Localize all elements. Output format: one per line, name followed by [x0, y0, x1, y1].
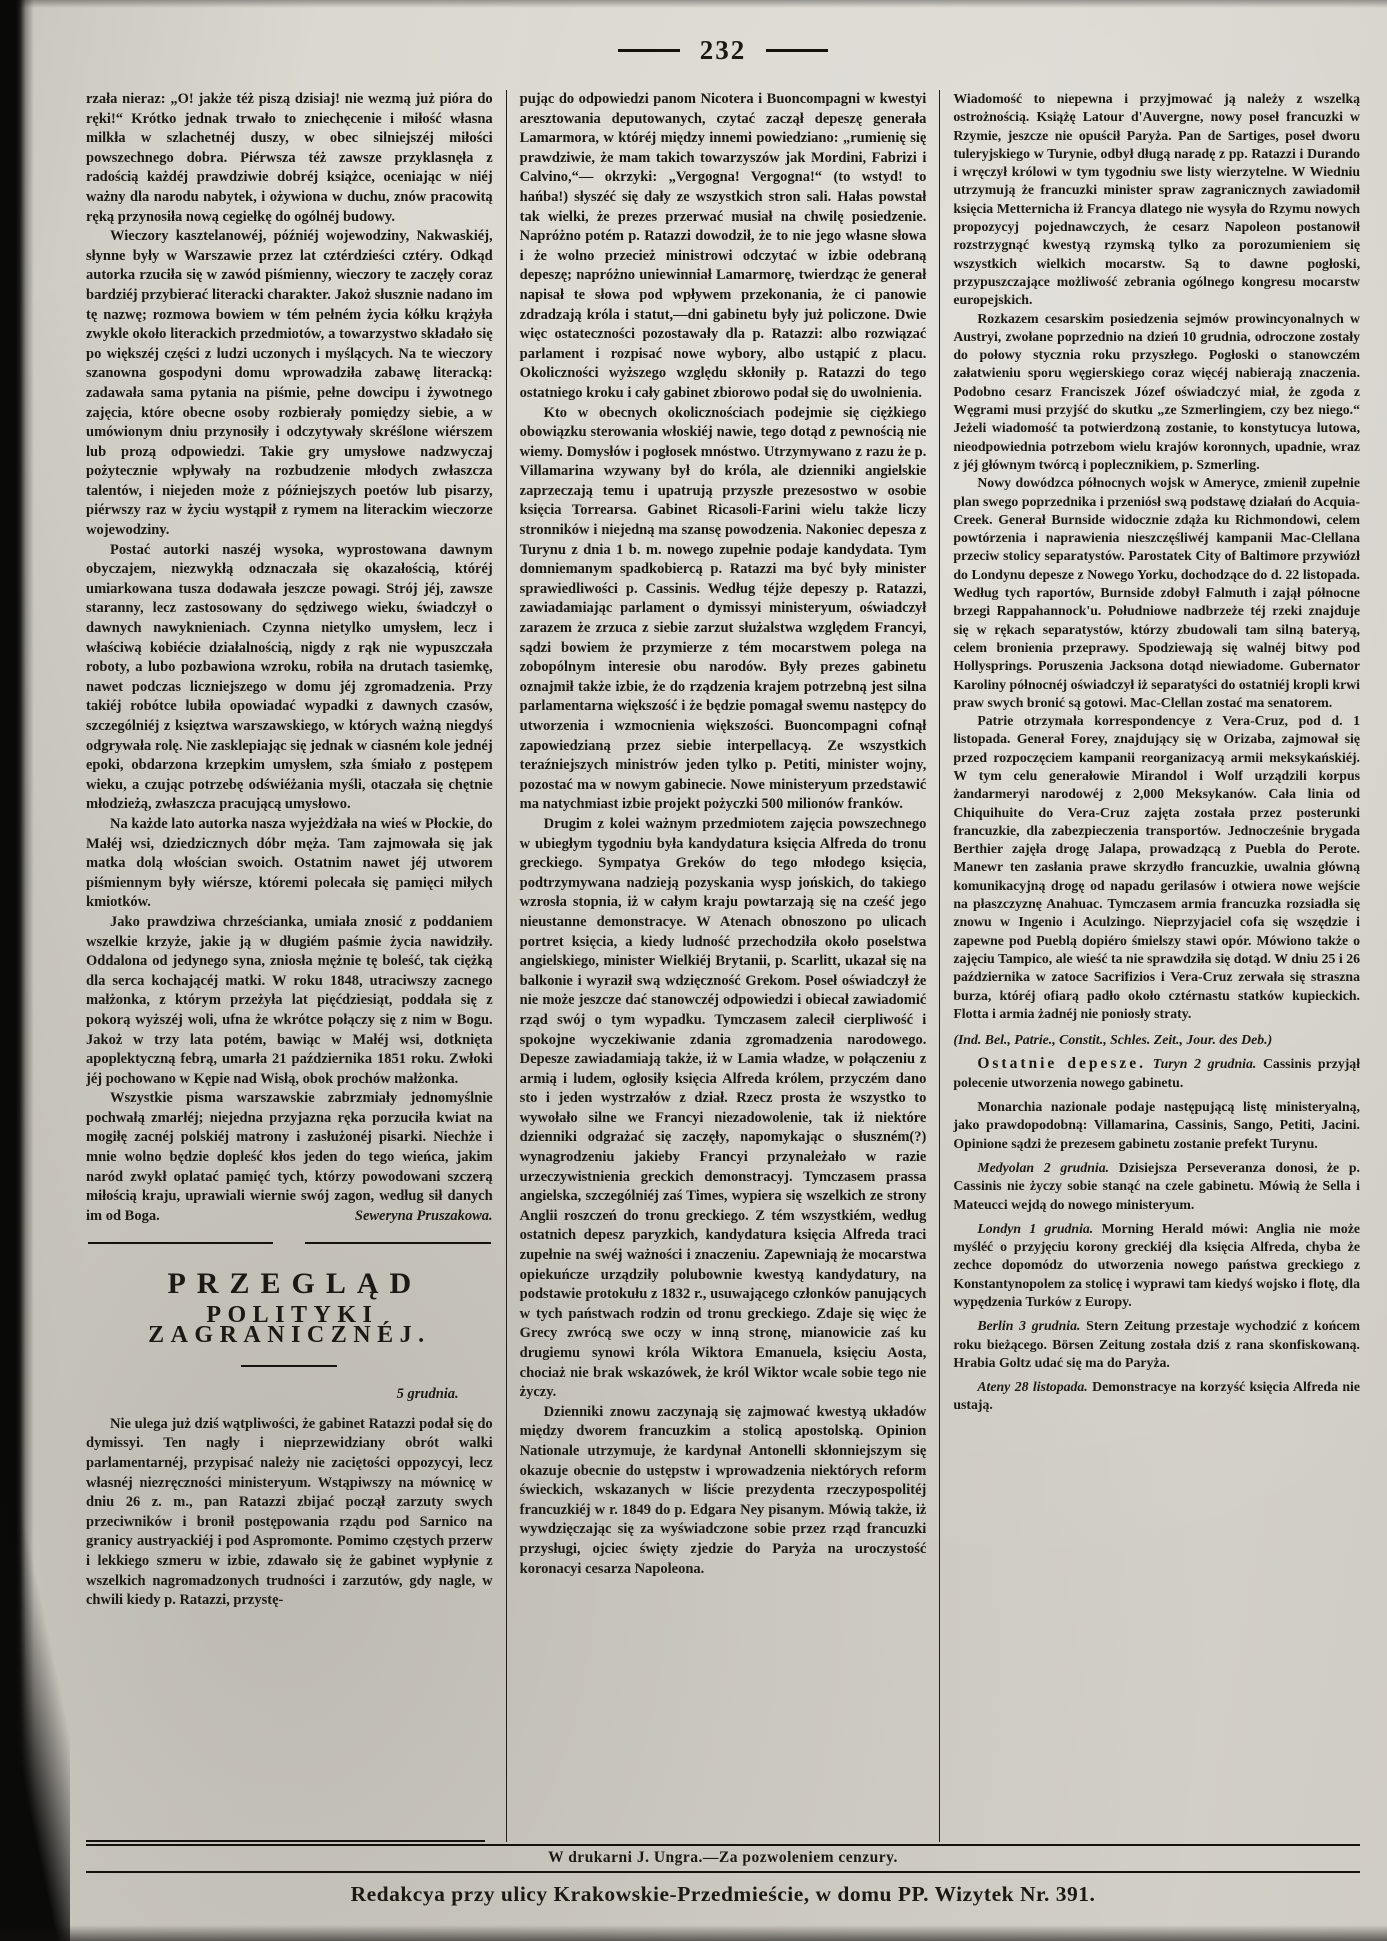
- dispatch-text: Demonstracye na korzyść księcia Alfreda nie ustają.: [953, 1379, 1360, 1413]
- dispatch-lead: [953, 1055, 1360, 1092]
- section-dateline: 5 grudnia.: [396, 1386, 459, 1403]
- paragraph: Kto w obecnych okolicznościach podejmie się ciężkiego obowiązku sterowania włoskiéj nawie, tego dotąd z pewnością nie wiemy. Domysłów i pogłosek mnóstwo. Utrzymywano z razu że p. Villamarina wzywany był do króla, ale dzienniki angielskie zaprzeczają temu i upatrują przyszłe prezesostwo w osobie księcia Torrearsa. Gabinet Ricasoli-Farini wielu także liczy stronników i niejedną ma szansę powodzenia. Nakoniec depesza z Turynu z dnia 1 b. m. nowego zupełnie podaje kandydata. Tym domniemanym spadkobiercą p. Ratazzi ma być były minister sprawiedliwości p. Cassinis. Według téjże depeszy p. Ratazzi, zawiadamiając parlament o dymissyi ministeryum, oświadczył zarazem że zrzuca z siebie zarzut służalstwa względem Francyi, sądzi bowiem że przymierze z tém mocarstwem polega na zobopólnym interesie obu narodów. Były prezes gabinetu oznajmił także izbie, że do rządzenia krajem potrzebną jest silna parlamentarna większość i że będzie pomagał swemu następcy do utworzenia i wzmocnienia większości. Buoncompagni cofnął zapowiedzianą przez siebie interpellacyą. Ze wszystkich teraźniejszych ministrów jeden tylko p. Petiti, minister wojny, pozostać ma w nowym gabinecie. Nowe ministeryum przedstawić ma natychmiast izbie projekt pożyczki 500 milionów franków.: [519, 404, 927, 813]
- scan-edge-bottom-left: [0, 1481, 70, 1941]
- paragraph: Na każde lato autorka nasza wyjeżdżała na wieś w Płockie, do Małéj wsi, dziedzicznych dóbr męża. Tam zajmowała się jak matka dolą włościan swoich. Ostatnim nawet jéj utworem piśmiennym były wiérsze, któremi polecała się pamięci miłych kmiotków.: [86, 815, 493, 911]
- paragraph: rzała nieraz: „O! jakże téż piszą dzisiaj! nie wezmą już pióra do ręki!“ Krótko jednak trwało to zniechęcenie i miłość własna milkła w szlachetnéj duszy, w obec silniejszéj miłości powszechnego dobra. Piérwsza téż zawsze przyklasnęła z radością każdéj prawdziwie dobréj książce, oceniając w niéj ważny dla narodu nabytek, i ożywiona w duchu, znów pracowitą ręką przynosiła nową cegiełkę do ogólnéj budowy.: [86, 91, 493, 225]
- paragraph: Wiadomość to niepewna i przyjmować ją należy z wszelką ostrożnością. Książę Latour d'Auvergne, nowy poseł francuzki w Rzymie, jeszcze nie opuścił Paryża. Pan de Sartiges, poseł dworu tuleryjskiego w Turynie, odbył długą naradę z pp. Ratazzi i Durando i wręczył królowi w tym tygodniu swe listy wierzytelne. W Wiedniu utrzymują że francuzki minister spraw zagranicznych zawiadomił księcia Metternicha iż Francya dlatego nie wysyła do Rzymu nowych propozycyj pojednawczych, że cesarz Napoleon postanowił rozstrzygnąć kwestyą rzymską tylko za porozumieniem się wszystkich wielkich mocarstw. Są to dawne pogłoski, przypuszczające możliwość zebrania ogólnego kongresu mocarstw europejskich.: [953, 91, 1360, 308]
- dispatch-item: [953, 1159, 1360, 1214]
- paragraph: Jako prawdziwa chrześcianka, umiała znosić z poddaniem wszelkie krzyże, jakie ją w długiém paśmie życia nawidziły. Oddalona od jedynego syna, zniosła mężnie tę boleść, tak ciężką dla serca kochającéj matki. W roku 1848, utraciwszy zacnego małżonka, z którym przeżyła lat pięćdziesiąt, poddała się z pokorą wyższéj woli, ufna że wkrótce połączy się z nim w Bogu. Jakoż w trzy lata potém, bawiąc w Małéj wsi, dotknięta apoplektyczną febrą, umarła 21 października 1851 roku. Zwłoki jéj pochowano w Kępie nad Wisłą, obok prochów małżonka.: [86, 913, 493, 1087]
- dispatch-dateline: Medyolan 2 grudnia.: [977, 1159, 1110, 1175]
- columns: [86, 90, 1360, 1842]
- dispatch-text: Stern Zeitung przestaje wychodzić z końcem roku bieżącego. Börsen Zeitung została dziś z rana skonfiskowaną. Hrabia Goltz udać się ma do Paryża.: [953, 1318, 1360, 1370]
- divider-rule-left: [88, 1242, 273, 1244]
- dispatches-heading: Ostatnie depesze.: [977, 1055, 1147, 1073]
- paragraph: Nie ulega już dziś wątpliwości, że gabinet Ratazzi podał się do dymissyi. Ten nagły i nieprzewidziany obrót walki parlamentarnéj, przypisać należy nie zaciętości oppozycyi, lecz własnéj niezręczności ministeryum. Wstąpiwszy na mównicę w dniu 26 z. m., pan Ratazzi zbijać począł zarzuty swych przeciwników i bronił postępowania rządu pod Sarnico na granicy austryackiéj i pod Aspromonte. Pomimo częstych przerw i lekkiego szmeru w izbie, zdawało się że gabinet wypłynie z wszelkich nagromadzonych trudności i zarzutów, gdy nagle, w chwili kiedy p. Ratazzi, przystę-: [86, 1415, 493, 1609]
- dispatch-item: [953, 1317, 1360, 1372]
- column-2: [507, 90, 941, 1842]
- page-content: [86, 28, 1360, 1907]
- dispatch-item: [953, 1378, 1360, 1415]
- paragraph: Nowy dowódzca północnych wojsk w Ameryce, zmienił zupełnie plan swego poprzednika i przeniósł swą podstawę działań do Acquia-Creek. Generał Burnside widocznie zdąża ku Richmondowi, celem powtórzenia i naprawienia nieszczęśliwéj kampanii Mac-Clellana przeciw stolicy separatystów. Parostatek City of Baltimore przywiózł do Londynu depesze z Nowego Yorku, dochodzące do d. 22 listopada. Według tych raportów, Burnside zdobył Falmuth i zajął północne brzegi Rappahannock'u. Południowe nadbrzeże téj rzeki znajduje się w rękach separatystów, którzy zbudowali tam silną bateryą, celem bronienia przeprawy. Spodziewają się walnéj bitwy pod Hollysprings. Poruszenia Jacksona dotąd niewiadome. Gubernator Karoliny północnéj oświadczył iż separatyści do ostatniéj kropli krwi praw swych bronić są gotowi. Mac-Clellan zostać ma senatorem.: [953, 475, 1360, 710]
- paragraph-text: Wszystkie pisma warszawskie zabrzmiały jednomyślnie pochwałą zmarłéj; niejedna przyjazna ręka porzuciła kwiat na mogiłę zacnéj polskiéj matrony i zasłużonéj pisarki. Niechże i mnie wolno będzie dopleść kłos jeden do tego wieńca, jakim naród zwykł oplatać pamięć tych, którzy powodowani szczerą miłością kraju, uprawiali wiernie swój zagon, według sił danych im od Boga.: [86, 1090, 493, 1224]
- column-end-rule: [86, 1840, 485, 1842]
- dispatch-text: Cassinis przyjął polecenie utworzenia nowego gabinetu.: [953, 1056, 1360, 1090]
- paragraph: Rozkazem cesarskim posiedzenia sejmów prowincyonalnych w Austryi, zwołane poprzednio na dzień 10 grudnia, odroczone zostały do połowy stycznia roku przyszłego. Pogłoski o stanowczém załatwieniu sporu węgierskiego coraz więcéj nabierają znaczenia. Podobno cesarz Franciszek Józef oświadczyć miał, że zgoda z Węgrami musi przyjść do skutku „ze Szmerlingiem, czy bez niego.“ Jeżeli wiadomość ta potwierdzoną zostanie, to konstytucya lutowa, nieodpowiednia potrzebom wielu krajów koronnych, upadnie, wraz z jéj głównym twórcą i poplecznikiem, p. Szmerling.: [953, 310, 1360, 472]
- page-footer: [86, 1844, 1360, 1907]
- dispatch-item: [953, 1098, 1360, 1153]
- page-number-rule-left: [618, 49, 680, 52]
- section-title-line1: PRZEGLĄD: [167, 1267, 423, 1301]
- paragraph-with-signature: [86, 1089, 493, 1226]
- column-1: [86, 90, 507, 1842]
- dispatch-text: Morning Herald mówi: Anglia nie może myśléć o przyjęciu korony greckiéj dla księcia Alfreda, chyba że zechce dopomódz do utworzenia nowego państwa greckiego z Konstantynopolem za stolicę i wyprawi tam kiedyś wojsko i flotę, dla wypędzenia Turków z Europy.: [953, 1220, 1360, 1309]
- scan-edge-bottom: [0, 1925, 1387, 1941]
- dispatch-text: Dzisiejsza Perseveranza donosi, że p. Cassinis nie życzy sobie stanąć na czele gabinetu. Mówią że Sella i Mateucci wejdą do nowego ministeryum.: [953, 1159, 1360, 1212]
- paragraph: Drugim z kolei ważnym przedmiotem zajęcia powszechnego w ubiegłym tygodniu była kandydatura księcia Alfreda do tronu greckiego. Sympatya Greków do tego młodego księcia, podtrzymywana nadzieją pozyskania wysp jońskich, do takiego wzrosła stopnia, iż w całym kraju powtarzają się na cześć jego nieustanne demonstracye. W Atenach obnoszono po ulicach portret księcia, a kiedy ludność przechodziła około poselstwa angielskiego, minister Wielkiéj Brytanii, p. Scarlitt, ukazał się na balkonie i wyraził swą wdzięczność Grekom. Poseł oświadczył że nie może jeszcze dać stanowczéj odpowiedzi i obiecał zawiadomić rząd swój o tym wypadku. Tymczasem zalecił cierpliwość i spokojne wyczekiwanie zdania zgromadzenia narodowego. Depesze zawiadamiają także, iż w Lamia władze, w połączeniu z armią i ludem, ogłosiły księcia Alfreda królem, przyczém dano sto i jeden wystrzałów z dział. Rzecz prosta że wszystko to wywołało silne we Francyi niezadowolenie, tak iż niektóre dzienniki odgrażać się zaczęły, napomykając o słuszném(?) wynagrodzeniu jakieby Francyi przynależało w razie urzeczywistnienia greckich demonstracyj. Tymczasem prassa angielska, szczególniéj zaś Times, wypiera się wszelkich ze strony Anglii roszczeń do tronu greckiego. Z tém wszystkiém, według ostatnich depesz paryzkich, kandydatura księcia Alfreda traci zupełnie na swéj ważności i znaczeniu. Zapewniają że mocarstwa opiekuńcze urządziły polubownie kwestyą kandydatury, na podstawie protokułu z 1832 r., usuwającego członków panujących w tych państwach rodzin od tronu greckiego. Zdaje się więc że Grecy zwrócą swe oczy w inną stronę, mianowicie zaś ku drugiemu synowi króla Wiktora Emanuela, księciu Aosta, chociaż nie brak wskazówek, że król Wiktor wcale sobie tego nie życzy.: [519, 815, 927, 1401]
- divider-rule-right: [305, 1242, 490, 1244]
- dispatch-text: Monarchia nazionale podaje następującą listę ministeryalną, jako prawdopodobną: Villamarina, Cassinis, Sango, Petiti, Jacini. Opinione sądzi że prezesem gabinetu zostanie prefekt Turynu.: [953, 1099, 1360, 1151]
- sources-attribution: (Ind. Bel., Patrie., Constit., Schles. Zeit., Jour. des Deb.): [953, 1032, 1273, 1048]
- paragraph: Wieczory kasztelanowéj, późniéj wojewodziny, Nakwaskiéj, słynne były w Warszawie przez lat cztérdzieści cztéry. Odkąd autorka rzuciła się w zawód piśmienny, wieczory te zaczęły coraz bardziéj przybierać literacki charakter. Jakoż słusznie nadano im tę nazwę; rozmowa bowiem w tém pełném życia kółku krążyła zwykle około literackich przedmiotów, a towarzystwo składało się po większéj części z ludzi uczonych i myślących. Na te wieczory szanowna gospodyni domu wprowadziła zabawę literacką: zadawała sama pytania na piśmie, pełne dowcipu i żywotnego zajęcia, które obecne osoby rozbierały pomiędzy siebie, a w umówionym dniu przynosiły i odczytywały skréślone wiérszem lub prozą odpowiedzi. Takie gry umysłowe nadzwyczaj pożytecznie wpływały na rozbudzenie młodych zwłaszcza talentów, i niejeden może z późniejszych poetów lub pisarzy, piérwszy raz w życiu wystąpił z rymem na literackim wieczorze wojewodziny.: [86, 228, 493, 539]
- column-3: [940, 90, 1360, 1842]
- section-title-line2: POLITYKI ZAGRANICZNÉJ.: [148, 1302, 431, 1348]
- section-title-rule: [241, 1365, 337, 1367]
- printer-line: W drukarni J. Ungra.—Za pozwoleniem cenzury.: [548, 1849, 898, 1866]
- dispatch-dateline: Ateny 28 listopada.: [977, 1379, 1088, 1395]
- page-header: [86, 28, 1360, 72]
- dispatch-dateline: Turyn 2 grudnia.: [1152, 1056, 1257, 1072]
- paragraph: Dzienniki znowu zaczynają się zajmować kwestyą układów między dworem francuzkim a stolicą apostolską. Opinion Nationale utrzymuje, że kardynał Antonelli skłonniejszym się okazuje obecnie do ustępstw i wprowadzenia niektórych reform świeckich, wskazanych w liście prezydenta rzeczypospolitéj francuzkiéj w r. 1849 do p. Edgara Ney pisanym. Mówią także, iż wywdzięczając się za wyświadczone sobie przez rząd francuzki przysługi, ojciec święty zjedzie do Paryża na uroczystość koronacyi cesarza Napoleona.: [519, 1403, 927, 1577]
- section-title: [86, 1267, 493, 1348]
- paragraph: Postać autorki naszéj wysoka, wyprostowana dawnym obyczajem, niezwykłą odznaczała się okazałością, któréj umiarkowana tusza dodawała jeszcze powagi. Strój jéj, zawsze staranny, lecz zastosowany do sędziwego wieku, świadczył o dawnych nawyknieniach. Czynna nietylko umysłem, lecz i właściwą kobiécie działalnością, nigdy z rąk nie wypuszczała roboty, a lubo pozbawiona wzroku, robiła na drutach tasiemkę, nawet podczas liczniejszego w domu jéj zgromadzenia. Przy takiéj robótce lubiła opowiadać wypadki z dawnych czasów, szczególniéj z księztwa warszawskiego, w których ważną niegdyś odgrywała rolę. Nie zasklepiając się jednak w ciasném kole jednéj epoki, obdarzona krzepkim umysłem, szła śmiało z postępem wieku, a czując potrzebę odświéżania myśli, otaczała się chętnie młodzieżą, zwłaszcza pracującą umysłowo.: [86, 541, 493, 813]
- author-signature: Seweryna Pruszakowa.: [354, 1207, 493, 1224]
- scan-edge-top: [0, 0, 1387, 8]
- redaction-line: Redakcya przy ulicy Krakowskie-Przedmieście, w domu PP. Wizytek Nr. 391.: [350, 1882, 1096, 1906]
- dispatch-dateline: Londyn 1 grudnia.: [977, 1220, 1094, 1236]
- dispatch-item: [953, 1220, 1360, 1311]
- section-divider: [88, 1242, 491, 1244]
- paragraph: Patrie otrzymała korrespondencye z Vera-Cruz, pod d. 1 listopada. Generał Forey, znajdujący się w Orizaba, zajmował się przed rozpoczęciem kampanii reorganizacyą armii meksykańskiéj. W tym celu generałowie Mirandol i Wolf urządzili korpus żandarmeryi narodowéj z 2,000 Meksykanów. Cała linia od Chiquihuite do Vera-Cruz zajęta została przez posterunki francuzkie, dla zabezpieczenia transportów. Jednocześnie brygada Berthier zajęła drogę Jalapa, prowadzącą z Puebla do Perote. Manewr ten zasłania prawe skrzydło francuzkie, uwalnia główną komunikacyjną drogę od napadu gerilasów i otwiera nowe wejście na płaszczyznę Anahuac. Tymczasem armia francuzka rozsiadła się znowu w Ingenio i Aculzingo. Nieprzyjaciel cofa się wszędzie i zapewne pod Pueblą dopiéro śmielszy stawi opór. Mówiono także o zajęciu Tampico, ale wieść ta nie sprawdziła się dotąd. W dniu 25 i 26 października w zatoce Sacrifizios i Vera-Cruz zerwała się straszna burza, któréj ofiarą padło około cztérnastu statków kupieckich. Flotta i armia żadnéj nie poniosły straty.: [953, 713, 1360, 1021]
- page-number-rule-right: [766, 49, 828, 52]
- paragraph: pując do odpowiedzi panom Nicotera i Buoncompagni w kwestyi aresztowania deputowanych, czytać zaczął depeszę generała Lamarmora, w któréj między innemi powiedziano: „rumienię się prawdziwie, że mam takich towarzyszów jak Mordini, Fabrizi i Calvino,“— okrzyki: „Vergogna! Vergogna!“ (to wstyd! to hańba!) słyszéć się dały ze wszystkich stron sali. Hałas powstał tak wielki, że prezes przerwać musiał na chwilę posiedzenie. Napróżno potém p. Ratazzi dowodził, że to nie jego własne słowa i że wolno przecież ministrowi odczytać w izbie odebraną depeszę; napróżno uniewinniał Lamarmorę, twierdząc że generał napisał te słowa pod wpływem przekonania, że ci panowie zdradzają króla i statut,—dni gabinetu były już policzone. Dwie więc ostateczności pozostawały dla p. Ratazzi: albo rozwiązać parlament i rozpisać nowe wybory, albo ustąpić z placu. Okoliczności wyższego względu skłoniły p. Ratazzi do tego ostatniego kroku i cały gabinet zbiorowo podał się do uwolnienia.: [519, 91, 927, 401]
- page-number: 232: [699, 34, 747, 65]
- dispatch-dateline: Berlin 3 grudnia.: [977, 1318, 1081, 1334]
